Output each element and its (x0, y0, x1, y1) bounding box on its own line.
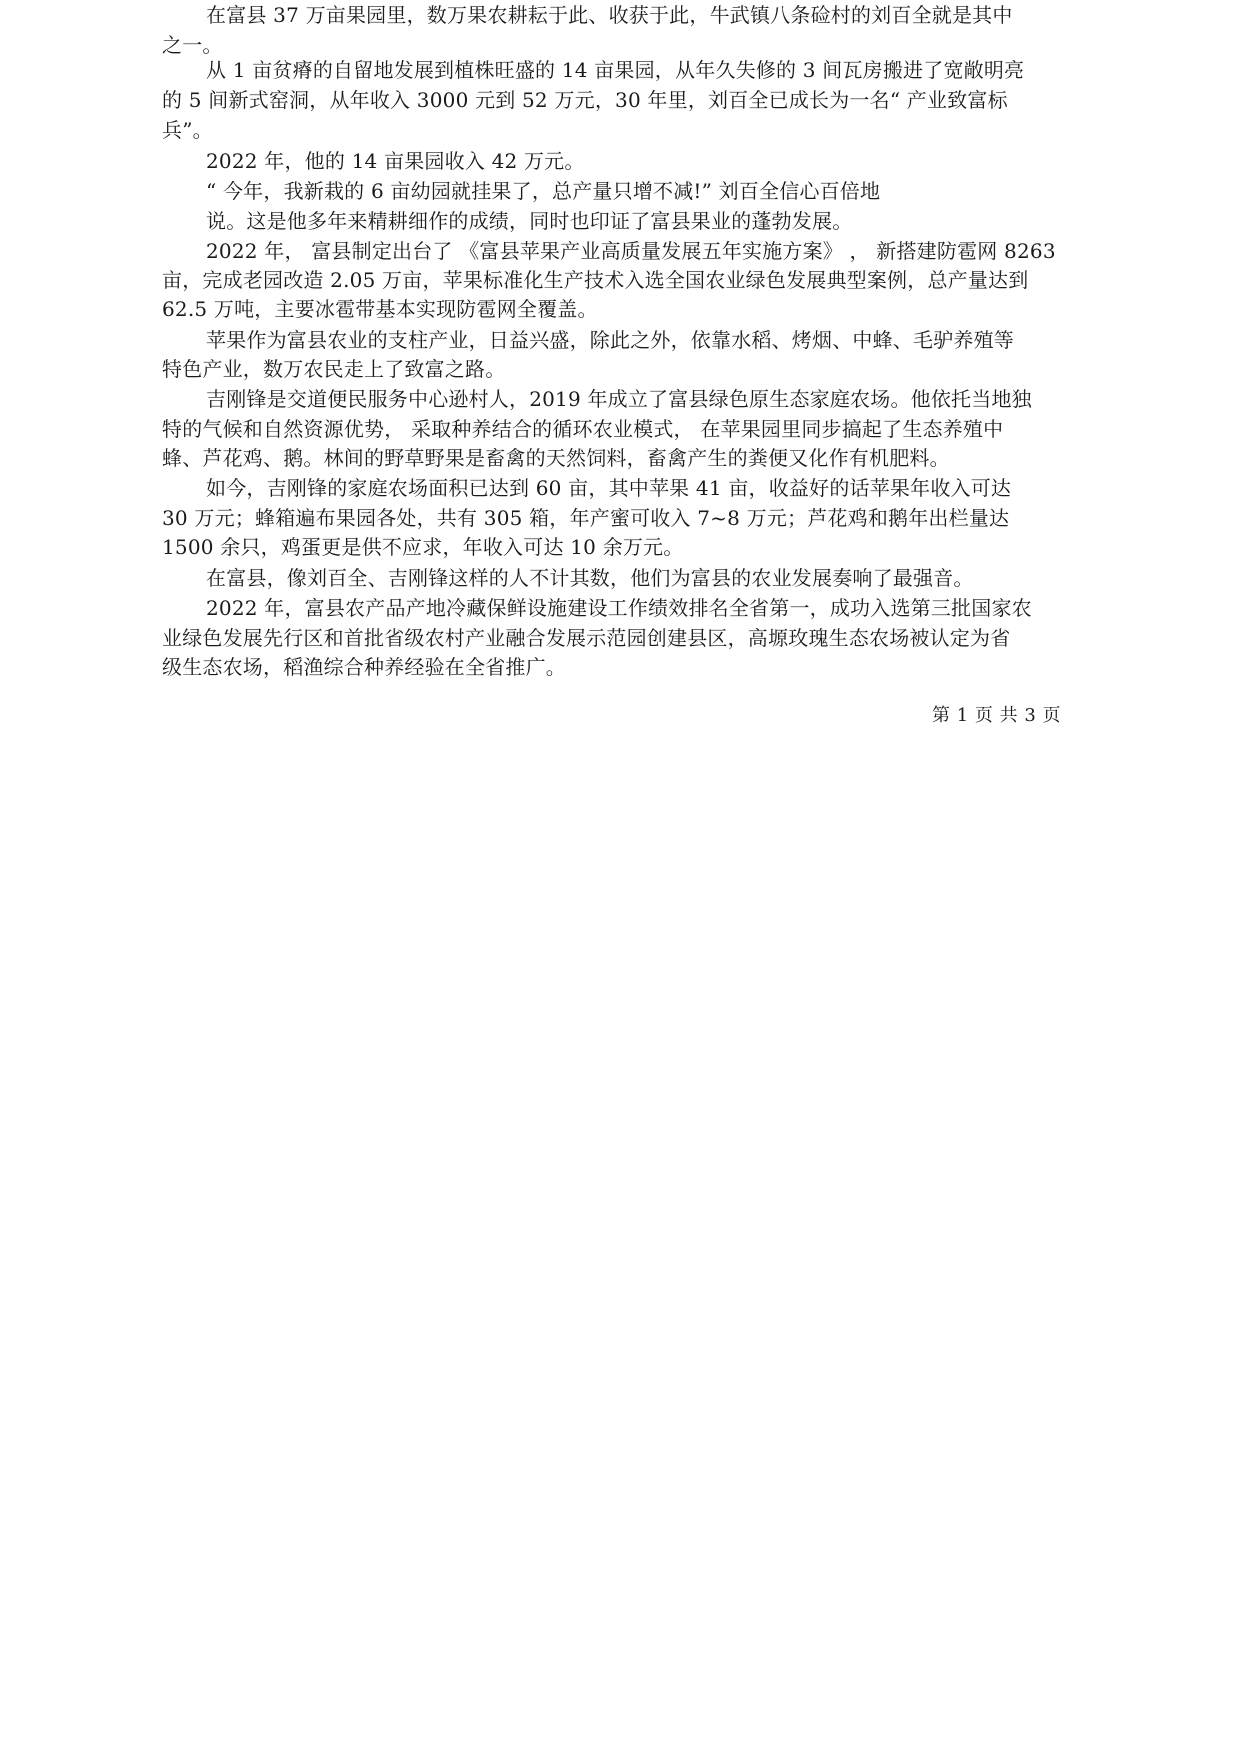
text-line: 兵”。 (162, 118, 213, 142)
text-line: 特色产业，数万农民走上了致富之路。 (162, 357, 506, 381)
text-line: 2022 年， 富县制定出台了 《富县苹果产业高质量发展五年实施方案》 ， 新搭建防雹网 8263 (206, 239, 1056, 263)
text-line: 苹果作为富县农业的支柱产业，日益兴盛，除此之外，依靠水稻、烤烟、中蜂、毛驴养殖等 (206, 328, 1014, 352)
text-line: 蜂、芦花鸡、鹅。林间的野草野果是畜禽的天然饲料，畜禽产生的粪便又化作有机肥料。 (162, 446, 950, 470)
text-line: 说。这是他多年来精耕细作的成绩，同时也印证了富县果业的蓬勃发展。 (206, 209, 853, 233)
text-line: 吉刚锋是交道便民服务中心逊村人，2019 年成立了富县绿色原生态家庭农场。他依托当地独 (206, 387, 1032, 411)
text-line: 的 5 间新式窑洞，从年收入 3000 元到 52 万元，30 年里，刘百全已成长为一名“ 产业致富标 (162, 88, 1008, 112)
text-line: 之一。 (162, 33, 223, 57)
page-number: 第 1 页 共 3 页 (932, 705, 1062, 726)
text-line: 亩，完成老园改造 2.05 万亩，苹果标准化生产技术入选全国农业绿色发展典型案例，总产量达到 (162, 268, 1029, 292)
text-line: 级生态农场，稻渔综合种养经验在全省推广。 (162, 655, 566, 679)
text-line: 特的气候和自然资源优势， 采取种养结合的循环农业模式， 在苹果园里同步搞起了生态养殖中 (162, 417, 1004, 441)
text-line: “ 今年，我新栽的 6 亩幼园就挂果了，总产量只增不减!” 刘百全信心百倍地 (206, 179, 881, 203)
text-line: 62.5 万吨，主要冰雹带基本实现防雹网全覆盖。 (162, 297, 598, 321)
text-line: 如今，吉刚锋的家庭农场面积已达到 60 亩，其中苹果 41 亩，收益好的话苹果年收入可达 (206, 476, 1012, 500)
text-line: 业绿色发展先行区和首批省级农村产业融合发展示范园创建县区，高塬玫瑰生态农场被认定为省 (162, 626, 1011, 650)
text-line: 2022 年，富县农产品产地冷藏保鲜设施建设工作绩效排名全省第一，成功入选第三批国家农 (206, 596, 1032, 620)
text-line: 1500 余只，鸡蛋更是供不应求，年收入可达 10 余万元。 (162, 535, 684, 559)
text-line: 在富县 37 万亩果园里，数万果农耕耘于此、收获于此，牛武镇八条硷村的刘百全就是其中 (206, 3, 1013, 27)
text-line: 从 1 亩贫瘠的自留地发展到植株旺盛的 14 亩果园，从年久失修的 3 间瓦房搬进了宽敞明亮 (206, 58, 1025, 82)
text-line: 30 万元；蜂箱遍布果园各处，共有 305 箱，年产蜜可收入 7~8 万元；芦花鸡和鹅年出栏量达 (162, 506, 1010, 530)
text-line: 2022 年，他的 14 亩果园收入 42 万元。 (206, 149, 585, 173)
text-line: 在富县，像刘百全、吉刚锋这样的人不计其数，他们为富县的农业发展奏响了最强音。 (206, 566, 974, 590)
